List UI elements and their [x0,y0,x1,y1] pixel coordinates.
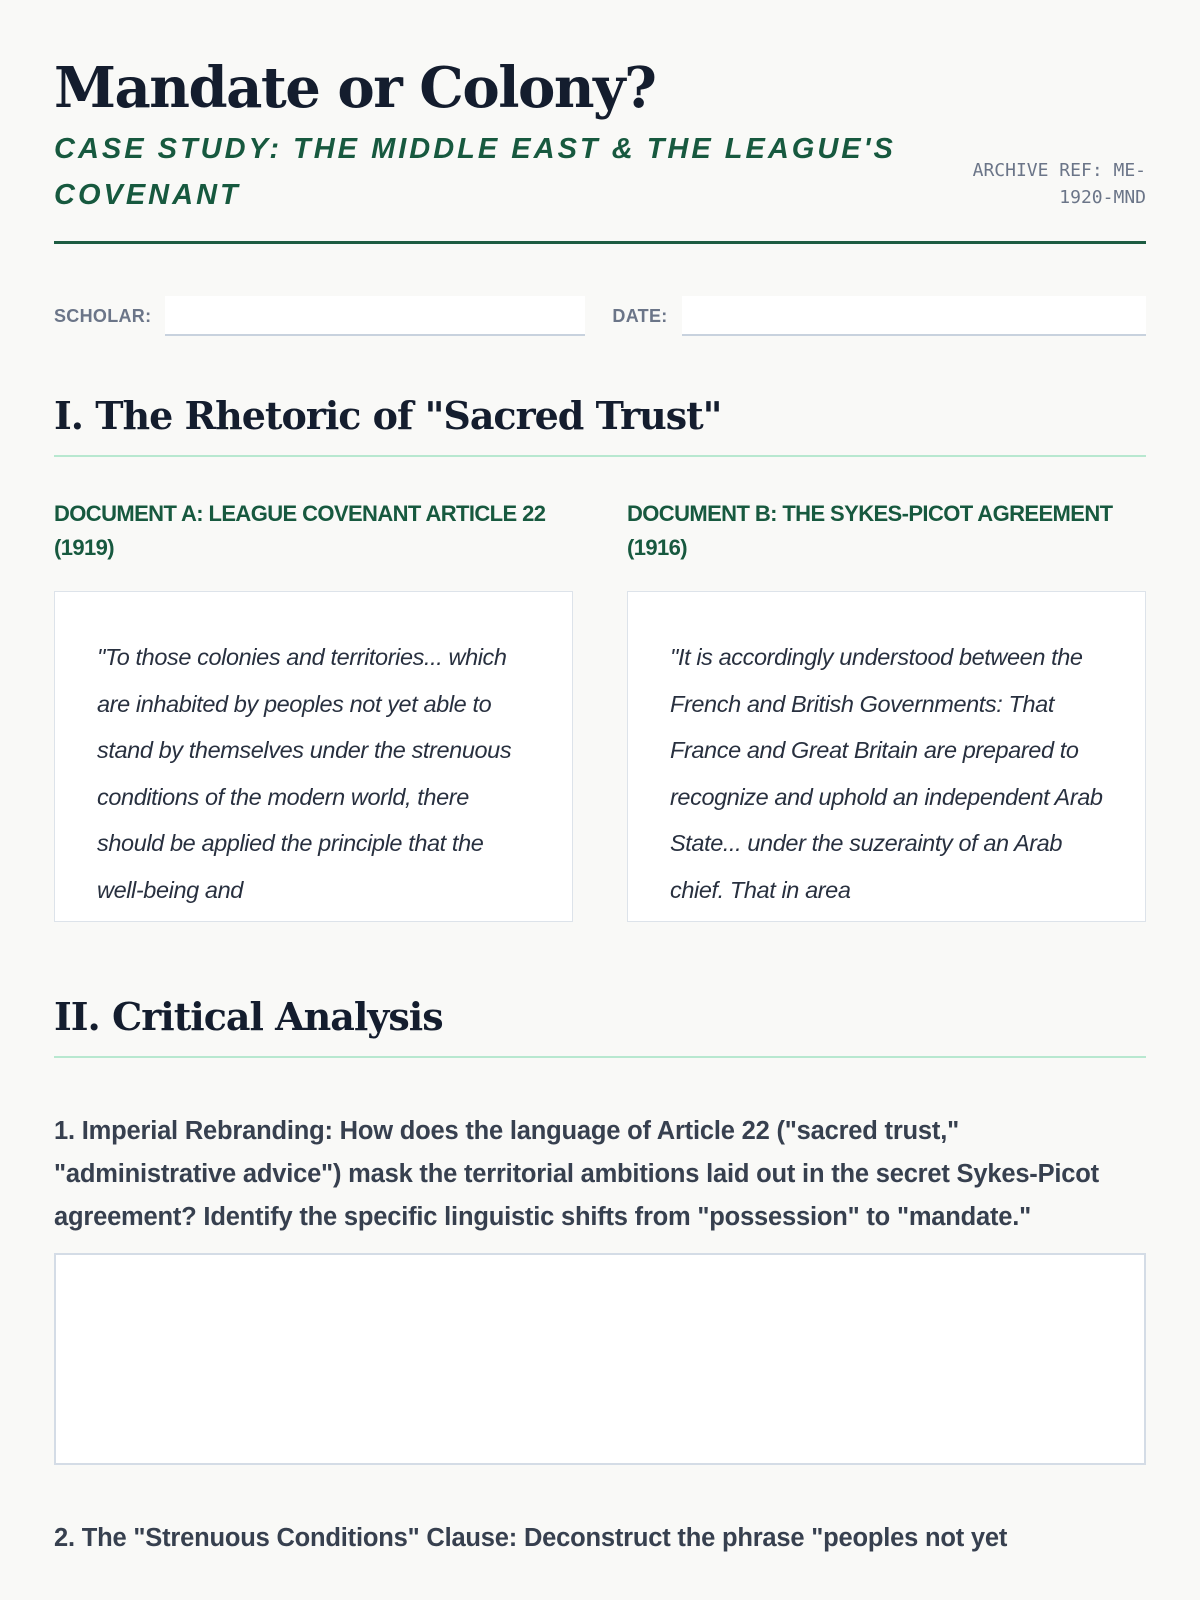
date-label: DATE: [612,305,668,326]
section-heading-analysis: II. Critical Analysis [54,992,1146,1058]
question-2 [54,1517,1146,1560]
documents-row [54,497,1146,922]
question-1 [54,1110,1146,1465]
document-b-excerpt-box[interactable] [627,591,1146,922]
document-b-label: DOCUMENT B: THE SYKES-PICOT AGREEMENT (1916) [627,501,1113,560]
section-heading-rhetoric: I. The Rhetoric of "Sacred Trust" [54,391,1146,457]
page-subtitle: CASE STUDY: THE MIDDLE EAST & THE LEAGUE'S COVENANT [54,133,896,211]
worksheet-header [54,0,1146,244]
document-b [627,497,1146,922]
scholar-input[interactable] [165,296,585,336]
document-a-quote: "To those colonies and territories... which are inhabited by peoples not yet able to stand by themselves under the strenuous conditions of the modern world, there should be applied the principle that the well-being and [97,644,512,903]
document-b-quote: "It is accordingly understood between the French and British Governments: That France and Great Britain are prepared to recognize and uphold an independent Arab State... under the suzerainty of an Arab chief. That in area [670,644,1103,903]
scholar-label: SCHOLAR: [54,305,152,326]
archive-reference: ARCHIVE REF: ME-1920-MND [972,160,1146,208]
date-input[interactable] [682,296,1146,336]
document-a-label: DOCUMENT A: LEAGUE COVENANT ARTICLE 22 (1919) [54,501,546,560]
document-a-excerpt-box[interactable] [54,591,573,922]
question-1-answer-box[interactable] [54,1253,1146,1465]
question-1-text: 1. Imperial Rebranding: How does the language of Article 22 ("sacred trust," "administrative advice") mask the territorial ambitions laid out in the secret Sykes-Picot agreement? Identify the specific linguistic shifts from "possession" to "mandate." [54,1117,1099,1231]
meta-fields [54,296,1146,336]
question-2-text: 2. The "Strenuous Conditions" Clause: Deconstruct the phrase "peoples not yet [54,1524,1008,1552]
page-title: Mandate or Colony? [54,55,656,121]
document-a [54,497,573,922]
